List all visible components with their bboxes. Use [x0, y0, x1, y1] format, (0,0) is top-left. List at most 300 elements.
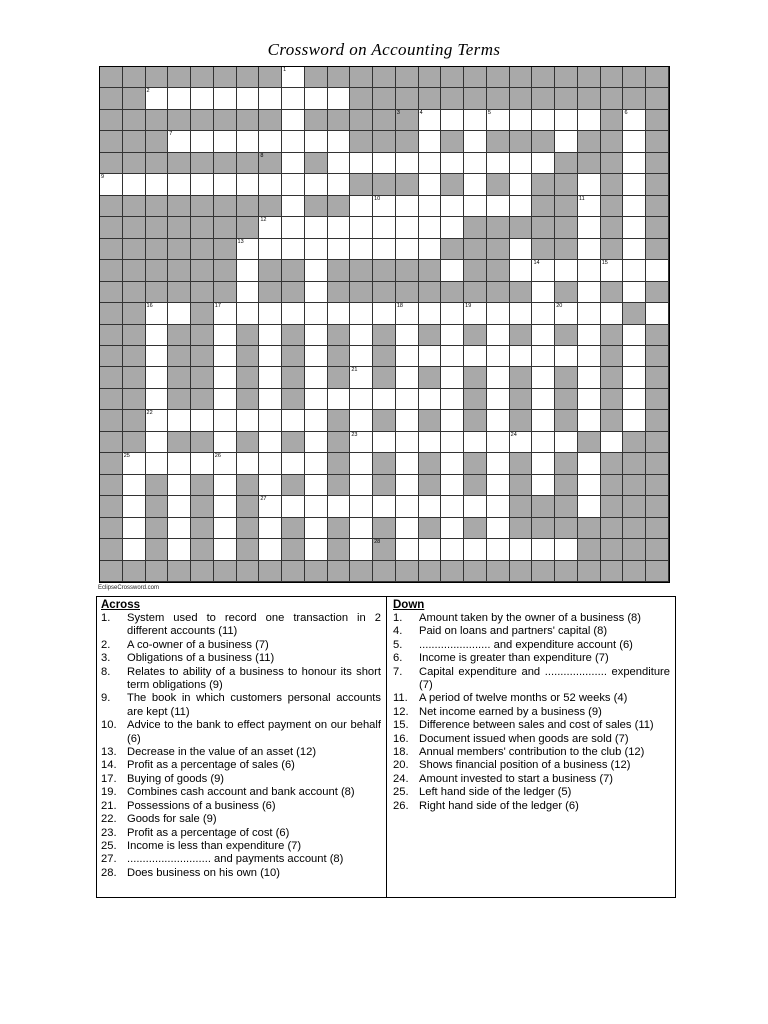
grid-cell-white[interactable]: [259, 217, 282, 238]
grid-cell-white[interactable]: [168, 453, 191, 474]
grid-cell-white[interactable]: [259, 539, 282, 560]
grid-cell-white[interactable]: [373, 196, 396, 217]
grid-cell-white[interactable]: [419, 239, 442, 260]
grid-cell-white[interactable]: [441, 389, 464, 410]
grid-cell-white[interactable]: [168, 131, 191, 152]
grid-cell-white[interactable]: [555, 110, 578, 131]
grid-cell-white[interactable]: [305, 432, 328, 453]
grid-cell-white[interactable]: [510, 196, 533, 217]
grid-cell-white[interactable]: [146, 453, 169, 474]
grid-cell-white[interactable]: [214, 539, 237, 560]
grid-cell-white[interactable]: [532, 389, 555, 410]
grid-cell-white[interactable]: [623, 282, 646, 303]
grid-cell-white[interactable]: [146, 432, 169, 453]
grid-cell-white[interactable]: [441, 346, 464, 367]
grid-cell-white[interactable]: [282, 217, 305, 238]
grid-cell-white[interactable]: [350, 325, 373, 346]
down-clue: [393, 625, 670, 638]
grid-cell-white[interactable]: [373, 303, 396, 324]
grid-cell-white[interactable]: [396, 346, 419, 367]
grid-cell-white[interactable]: [510, 110, 533, 131]
grid-cell-white[interactable]: [419, 496, 442, 517]
grid-cell-white[interactable]: [419, 110, 442, 131]
grid-cell-white[interactable]: [623, 260, 646, 281]
clue-number: 6: [624, 109, 628, 116]
grid-cell-white[interactable]: [350, 153, 373, 174]
grid-cell-white[interactable]: [487, 432, 510, 453]
grid-cell-white[interactable]: [214, 367, 237, 388]
grid-cell-white[interactable]: [532, 110, 555, 131]
grid-cell-white[interactable]: [373, 217, 396, 238]
grid-cell-white[interactable]: [396, 432, 419, 453]
grid-cell-white[interactable]: [510, 432, 533, 453]
grid-cell-white[interactable]: [487, 518, 510, 539]
grid-cell-white[interactable]: [305, 539, 328, 560]
grid-cell-white[interactable]: [623, 217, 646, 238]
grid-cell-white[interactable]: [259, 367, 282, 388]
grid-cell-white[interactable]: [487, 539, 510, 560]
grid-cell-white[interactable]: [510, 539, 533, 560]
grid-cell-white[interactable]: [487, 325, 510, 346]
grid-cell-white[interactable]: [464, 496, 487, 517]
grid-cell-white[interactable]: [396, 196, 419, 217]
grid-cell-white[interactable]: [601, 432, 624, 453]
grid-cell-white[interactable]: [578, 260, 601, 281]
grid-cell-white[interactable]: [532, 367, 555, 388]
grid-cell-white[interactable]: [532, 153, 555, 174]
grid-cell-white[interactable]: [237, 282, 260, 303]
grid-cell-white[interactable]: [396, 303, 419, 324]
grid-cell-white[interactable]: [441, 367, 464, 388]
grid-cell-black: [305, 196, 328, 217]
grid-cell-black: [237, 217, 260, 238]
grid-cell-white[interactable]: [282, 67, 305, 88]
grid-cell-white[interactable]: [305, 475, 328, 496]
grid-cell-white[interactable]: [623, 110, 646, 131]
grid-cell-white[interactable]: [123, 518, 146, 539]
grid-cell-white[interactable]: [146, 410, 169, 431]
grid-cell-white[interactable]: [396, 217, 419, 238]
grid-cell-white[interactable]: [350, 239, 373, 260]
grid-cell-white[interactable]: [487, 496, 510, 517]
grid-cell-white[interactable]: [623, 239, 646, 260]
grid-cell-white[interactable]: [305, 239, 328, 260]
grid-cell-black: [191, 496, 214, 517]
grid-cell-white[interactable]: [555, 539, 578, 560]
grid-cell-white[interactable]: [419, 539, 442, 560]
grid-cell-white[interactable]: [282, 196, 305, 217]
grid-cell-white[interactable]: [373, 496, 396, 517]
grid-cell-white[interactable]: [419, 153, 442, 174]
grid-cell-white[interactable]: [532, 432, 555, 453]
grid-cell-white[interactable]: [191, 88, 214, 109]
grid-cell-white[interactable]: [146, 174, 169, 195]
grid-cell-white[interactable]: [214, 131, 237, 152]
grid-cell-white[interactable]: [214, 410, 237, 431]
grid-cell-white[interactable]: [168, 539, 191, 560]
clue-number-label: 24.: [393, 772, 409, 785]
grid-cell-white[interactable]: [396, 518, 419, 539]
grid-cell-white[interactable]: [214, 346, 237, 367]
grid-cell-white[interactable]: [419, 303, 442, 324]
grid-cell-white[interactable]: [441, 475, 464, 496]
grid-cell-white[interactable]: [350, 475, 373, 496]
grid-cell-white[interactable]: [237, 174, 260, 195]
grid-cell-white[interactable]: [350, 453, 373, 474]
grid-cell-white[interactable]: [623, 325, 646, 346]
clue-text: ........................... and payments account (8): [127, 853, 344, 866]
grid-cell-white[interactable]: [191, 410, 214, 431]
grid-cell-white[interactable]: [305, 88, 328, 109]
grid-cell-white[interactable]: [623, 346, 646, 367]
grid-cell-white[interactable]: [305, 174, 328, 195]
grid-cell-white[interactable]: [441, 453, 464, 474]
grid-cell-white[interactable]: [350, 367, 373, 388]
grid-cell-white[interactable]: [532, 346, 555, 367]
grid-cell-white[interactable]: [237, 303, 260, 324]
grid-cell-white[interactable]: [214, 432, 237, 453]
grid-cell-white[interactable]: [259, 389, 282, 410]
grid-cell-white[interactable]: [578, 282, 601, 303]
grid-cell-white[interactable]: [578, 410, 601, 431]
grid-cell-white[interactable]: [305, 453, 328, 474]
grid-cell-white[interactable]: [646, 303, 669, 324]
grid-cell-white[interactable]: [419, 389, 442, 410]
grid-cell-white[interactable]: [305, 367, 328, 388]
grid-cell-white[interactable]: [350, 217, 373, 238]
grid-cell-white[interactable]: [168, 496, 191, 517]
grid-cell-white[interactable]: [578, 389, 601, 410]
grid-cell-white[interactable]: [396, 325, 419, 346]
grid-cell-white[interactable]: [578, 496, 601, 517]
grid-cell-white[interactable]: [282, 239, 305, 260]
grid-cell-white[interactable]: [601, 303, 624, 324]
grid-cell-white[interactable]: [555, 260, 578, 281]
grid-cell-white[interactable]: [214, 475, 237, 496]
grid-cell-white[interactable]: [578, 475, 601, 496]
grid-cell-white[interactable]: [441, 410, 464, 431]
grid-cell-white[interactable]: [214, 88, 237, 109]
grid-cell-white[interactable]: [532, 410, 555, 431]
grid-cell-white[interactable]: [373, 432, 396, 453]
grid-cell-white[interactable]: [123, 539, 146, 560]
grid-cell-white[interactable]: [441, 518, 464, 539]
grid-cell-white[interactable]: [146, 325, 169, 346]
grid-cell-white[interactable]: [259, 496, 282, 517]
grid-cell-white[interactable]: [441, 325, 464, 346]
grid-cell-black: [646, 110, 669, 131]
grid-cell-white[interactable]: [305, 496, 328, 517]
grid-cell-white[interactable]: [487, 367, 510, 388]
grid-cell-white[interactable]: [328, 239, 351, 260]
grid-cell-white[interactable]: [396, 410, 419, 431]
grid-cell-white[interactable]: [237, 260, 260, 281]
grid-cell-white[interactable]: [237, 410, 260, 431]
grid-cell-white[interactable]: [419, 174, 442, 195]
grid-cell-white[interactable]: [532, 325, 555, 346]
grid-cell-white[interactable]: [464, 432, 487, 453]
grid-cell-white[interactable]: [464, 110, 487, 131]
grid-cell-white[interactable]: [350, 303, 373, 324]
grid-cell-white[interactable]: [282, 453, 305, 474]
grid-cell-white[interactable]: [487, 389, 510, 410]
grid-cell-black: [100, 88, 123, 109]
grid-cell-white[interactable]: [123, 475, 146, 496]
grid-cell-black: [100, 153, 123, 174]
grid-cell-black: [441, 561, 464, 582]
grid-cell-white[interactable]: [396, 239, 419, 260]
grid-cell-white[interactable]: [168, 410, 191, 431]
grid-cell-white[interactable]: [441, 539, 464, 560]
grid-cell-white[interactable]: [578, 367, 601, 388]
grid-cell-white[interactable]: [532, 539, 555, 560]
grid-cell-white[interactable]: [282, 174, 305, 195]
grid-cell-black: [578, 153, 601, 174]
grid-cell-white[interactable]: [350, 389, 373, 410]
grid-cell-black: [646, 67, 669, 88]
grid-cell-black: [100, 196, 123, 217]
grid-cell-white[interactable]: [487, 346, 510, 367]
grid-cell-white[interactable]: [419, 217, 442, 238]
grid-cell-white[interactable]: [259, 174, 282, 195]
grid-cell-white[interactable]: [214, 518, 237, 539]
grid-cell-white[interactable]: [282, 153, 305, 174]
grid-cell-white[interactable]: [578, 196, 601, 217]
grid-cell-white[interactable]: [396, 496, 419, 517]
grid-cell-white[interactable]: [373, 153, 396, 174]
grid-cell-black: [123, 432, 146, 453]
grid-cell-white[interactable]: [510, 346, 533, 367]
grid-cell-white[interactable]: [396, 389, 419, 410]
grid-cell-white[interactable]: [350, 432, 373, 453]
grid-cell-white[interactable]: [464, 303, 487, 324]
grid-cell-white[interactable]: [373, 389, 396, 410]
grid-cell-white[interactable]: [464, 539, 487, 560]
grid-cell-white[interactable]: [419, 131, 442, 152]
grid-cell-white[interactable]: [100, 174, 123, 195]
grid-cell-white[interactable]: [510, 303, 533, 324]
grid-cell-white[interactable]: [396, 539, 419, 560]
grid-cell-white[interactable]: [259, 453, 282, 474]
grid-cell-black: [373, 561, 396, 582]
grid-cell-white[interactable]: [487, 110, 510, 131]
grid-cell-black: [237, 518, 260, 539]
grid-cell-white[interactable]: [578, 174, 601, 195]
grid-cell-white[interactable]: [487, 410, 510, 431]
grid-cell-white[interactable]: [578, 303, 601, 324]
grid-cell-white[interactable]: [510, 174, 533, 195]
grid-cell-black: [373, 453, 396, 474]
grid-cell-white[interactable]: [396, 453, 419, 474]
grid-cell-white[interactable]: [441, 303, 464, 324]
grid-cell-white[interactable]: [305, 346, 328, 367]
grid-cell-white[interactable]: [578, 325, 601, 346]
grid-cell-black: [555, 239, 578, 260]
grid-cell-white[interactable]: [168, 475, 191, 496]
grid-cell-white[interactable]: [237, 239, 260, 260]
grid-cell-white[interactable]: [305, 282, 328, 303]
grid-cell-white[interactable]: [259, 325, 282, 346]
grid-cell-white[interactable]: [259, 475, 282, 496]
grid-cell-white[interactable]: [123, 174, 146, 195]
grid-cell-white[interactable]: [350, 496, 373, 517]
grid-cell-white[interactable]: [578, 346, 601, 367]
grid-cell-white[interactable]: [282, 410, 305, 431]
grid-cell-white[interactable]: [328, 496, 351, 517]
down-clue: [393, 773, 670, 786]
grid-cell-white[interactable]: [305, 217, 328, 238]
grid-cell-white[interactable]: [396, 475, 419, 496]
grid-cell-white[interactable]: [441, 196, 464, 217]
grid-cell-black: [464, 239, 487, 260]
grid-cell-white[interactable]: [282, 110, 305, 131]
grid-cell-white[interactable]: [146, 303, 169, 324]
grid-cell-white[interactable]: [259, 239, 282, 260]
grid-cell-white[interactable]: [464, 174, 487, 195]
grid-cell-white[interactable]: [464, 346, 487, 367]
grid-cell-white[interactable]: [623, 174, 646, 195]
grid-cell-white[interactable]: [350, 539, 373, 560]
grid-cell-white[interactable]: [259, 303, 282, 324]
grid-cell-white[interactable]: [396, 367, 419, 388]
grid-cell-white[interactable]: [328, 303, 351, 324]
grid-cell-white[interactable]: [464, 131, 487, 152]
grid-cell-white[interactable]: [328, 217, 351, 238]
grid-cell-white[interactable]: [510, 153, 533, 174]
grid-cell-white[interactable]: [123, 453, 146, 474]
grid-cell-white[interactable]: [282, 496, 305, 517]
grid-cell-white[interactable]: [532, 282, 555, 303]
grid-cell-white[interactable]: [259, 432, 282, 453]
grid-cell-white[interactable]: [328, 131, 351, 152]
grid-cell-white[interactable]: [623, 196, 646, 217]
grid-cell-white[interactable]: [282, 303, 305, 324]
grid-cell-white[interactable]: [328, 389, 351, 410]
grid-cell-white[interactable]: [237, 88, 260, 109]
grid-cell-white[interactable]: [191, 174, 214, 195]
grid-cell-white[interactable]: [510, 260, 533, 281]
grid-cell-white[interactable]: [259, 410, 282, 431]
grid-cell-white[interactable]: [350, 346, 373, 367]
grid-cell-white[interactable]: [532, 260, 555, 281]
grid-cell-white[interactable]: [578, 239, 601, 260]
grid-cell-white[interactable]: [555, 346, 578, 367]
grid-cell-white[interactable]: [214, 389, 237, 410]
grid-cell-white[interactable]: [214, 453, 237, 474]
grid-cell-white[interactable]: [623, 131, 646, 152]
grid-cell-black: [100, 325, 123, 346]
grid-cell-white[interactable]: [623, 367, 646, 388]
grid-cell-white[interactable]: [328, 88, 351, 109]
grid-cell-white[interactable]: [328, 153, 351, 174]
grid-cell-white[interactable]: [464, 153, 487, 174]
grid-cell-white[interactable]: [532, 453, 555, 474]
grid-cell-white[interactable]: [578, 110, 601, 131]
grid-cell-white[interactable]: [464, 196, 487, 217]
grid-cell-white[interactable]: [510, 239, 533, 260]
grid-cell-white[interactable]: [487, 153, 510, 174]
grid-cell-white[interactable]: [282, 131, 305, 152]
grid-cell-white[interactable]: [146, 389, 169, 410]
grid-cell-white[interactable]: [623, 410, 646, 431]
grid-cell-white[interactable]: [237, 453, 260, 474]
grid-cell-white[interactable]: [191, 131, 214, 152]
grid-cell-white[interactable]: [419, 196, 442, 217]
grid-cell-white[interactable]: [487, 303, 510, 324]
grid-cell-black: [646, 496, 669, 517]
grid-cell-white[interactable]: [578, 453, 601, 474]
grid-cell-white[interactable]: [350, 196, 373, 217]
grid-cell-white[interactable]: [441, 496, 464, 517]
grid-cell-white[interactable]: [305, 410, 328, 431]
grid-cell-white[interactable]: [259, 518, 282, 539]
grid-cell-white[interactable]: [214, 496, 237, 517]
grid-cell-white[interactable]: [441, 260, 464, 281]
grid-cell-white[interactable]: [259, 131, 282, 152]
grid-cell-white[interactable]: [123, 496, 146, 517]
grid-cell-white[interactable]: [555, 432, 578, 453]
grid-cell-white[interactable]: [146, 346, 169, 367]
grid-cell-white[interactable]: [350, 518, 373, 539]
grid-cell-white[interactable]: [282, 88, 305, 109]
grid-cell-white[interactable]: [578, 217, 601, 238]
grid-cell-white[interactable]: [487, 453, 510, 474]
grid-cell-white[interactable]: [441, 110, 464, 131]
grid-cell-white[interactable]: [305, 260, 328, 281]
grid-cell-white[interactable]: [623, 153, 646, 174]
grid-cell-white[interactable]: [259, 346, 282, 367]
grid-cell-white[interactable]: [441, 153, 464, 174]
grid-cell-black: [487, 282, 510, 303]
grid-cell-white[interactable]: [214, 174, 237, 195]
grid-cell-white[interactable]: [373, 239, 396, 260]
grid-cell-black: [282, 325, 305, 346]
grid-cell-white[interactable]: [623, 389, 646, 410]
grid-cell-white[interactable]: [350, 410, 373, 431]
grid-cell-white[interactable]: [168, 303, 191, 324]
grid-cell-white[interactable]: [168, 174, 191, 195]
grid-cell-white[interactable]: [396, 153, 419, 174]
grid-cell-white[interactable]: [146, 367, 169, 388]
grid-cell-white[interactable]: [305, 518, 328, 539]
grid-cell-white[interactable]: [305, 303, 328, 324]
grid-cell-white[interactable]: [214, 303, 237, 324]
grid-cell-white[interactable]: [441, 217, 464, 238]
grid-cell-white[interactable]: [328, 174, 351, 195]
grid-cell-white[interactable]: [487, 475, 510, 496]
grid-cell-white[interactable]: [419, 432, 442, 453]
grid-cell-white[interactable]: [146, 88, 169, 109]
grid-cell-white[interactable]: [646, 260, 669, 281]
grid-cell-white[interactable]: [214, 325, 237, 346]
grid-cell-white[interactable]: [601, 260, 624, 281]
grid-cell-white[interactable]: [419, 346, 442, 367]
grid-cell-white[interactable]: [191, 453, 214, 474]
grid-cell-white[interactable]: [305, 131, 328, 152]
grid-cell-white[interactable]: [532, 303, 555, 324]
grid-cell-white[interactable]: [168, 518, 191, 539]
grid-cell-white[interactable]: [555, 131, 578, 152]
grid-cell-white[interactable]: [168, 88, 191, 109]
grid-cell-white[interactable]: [259, 88, 282, 109]
grid-cell-white[interactable]: [532, 475, 555, 496]
grid-cell-white[interactable]: [237, 131, 260, 152]
grid-cell-white[interactable]: [305, 389, 328, 410]
grid-cell-white[interactable]: [487, 196, 510, 217]
grid-cell-white[interactable]: [555, 303, 578, 324]
grid-cell-white[interactable]: [441, 432, 464, 453]
grid-cell-white[interactable]: [305, 325, 328, 346]
